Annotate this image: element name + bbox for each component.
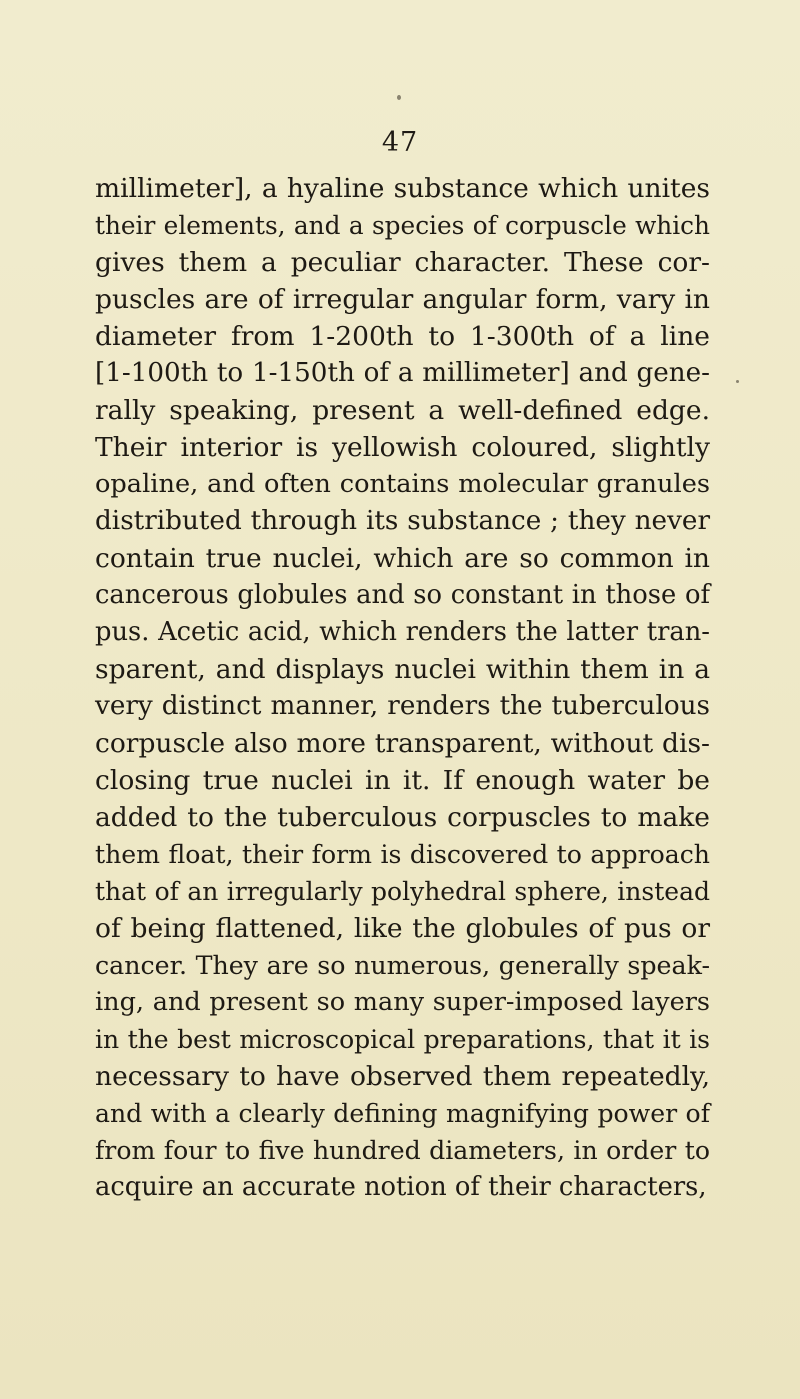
text-line: pus. Acetic acid, which renders the latter tran-	[95, 617, 710, 647]
body-text	[95, 170, 710, 1206]
text-line: Their interior is yellowish coloured, slightly	[95, 432, 710, 463]
text-line: closing true nuclei in it. If enough water be	[95, 765, 710, 796]
ink-speck	[397, 95, 401, 100]
text-line: very distinct manner, renders the tuberculous	[95, 691, 710, 721]
text-line: acquire an accurate notion of their characters,	[95, 1172, 707, 1202]
text-line: them float, their form is discovered to approach	[95, 840, 710, 869]
text-line: corpuscle also more transparent, without dis-	[95, 728, 710, 759]
text-line: ing, and present so many super-imposed layers	[95, 987, 710, 1017]
text-line: gives them a peculiar character. These cor-	[95, 247, 710, 278]
text-line: cancer. They are so numerous, generally speak-	[95, 951, 710, 980]
text-line: rally speaking, present a well-defined edge.	[95, 395, 710, 426]
text-line: necessary to have observed them repeatedly,	[95, 1061, 710, 1092]
text-line: puscles are of irregular angular form, vary in	[95, 284, 710, 315]
text-line: and with a clearly defining magnifying power of	[95, 1099, 710, 1128]
text-line: their elements, and a species of corpuscle which	[95, 211, 710, 240]
text-line: millimeter], a hyaline substance which unites	[95, 173, 710, 204]
text-line: in the best microscopical preparations, that it is	[95, 1025, 710, 1054]
text-line: opaline, and often contains molecular granules	[95, 469, 710, 499]
text-line: added to the tuberculous corpuscles to make	[95, 802, 710, 833]
text-line: distributed through its substance ; they never	[95, 506, 710, 536]
page-number: 47	[381, 127, 419, 158]
text-line: contain true nuclei, which are so common in	[95, 543, 710, 574]
text-line: [1-100th to 1-150th of a millimeter] and gene-	[95, 358, 710, 388]
ink-speck	[736, 380, 739, 383]
text-line: cancerous globules and so constant in those of	[95, 580, 710, 610]
text-line: from four to five hundred diameters, in order to	[95, 1136, 710, 1165]
text-line: sparent, and displays nuclei within them in a	[95, 654, 710, 685]
text-line: that of an irregularly polyhedral sphere, instead	[95, 877, 710, 906]
text-line: diameter from 1-200th to 1-300th of a line	[95, 321, 710, 352]
text-line: of being flattened, like the globules of pus or	[95, 913, 710, 944]
